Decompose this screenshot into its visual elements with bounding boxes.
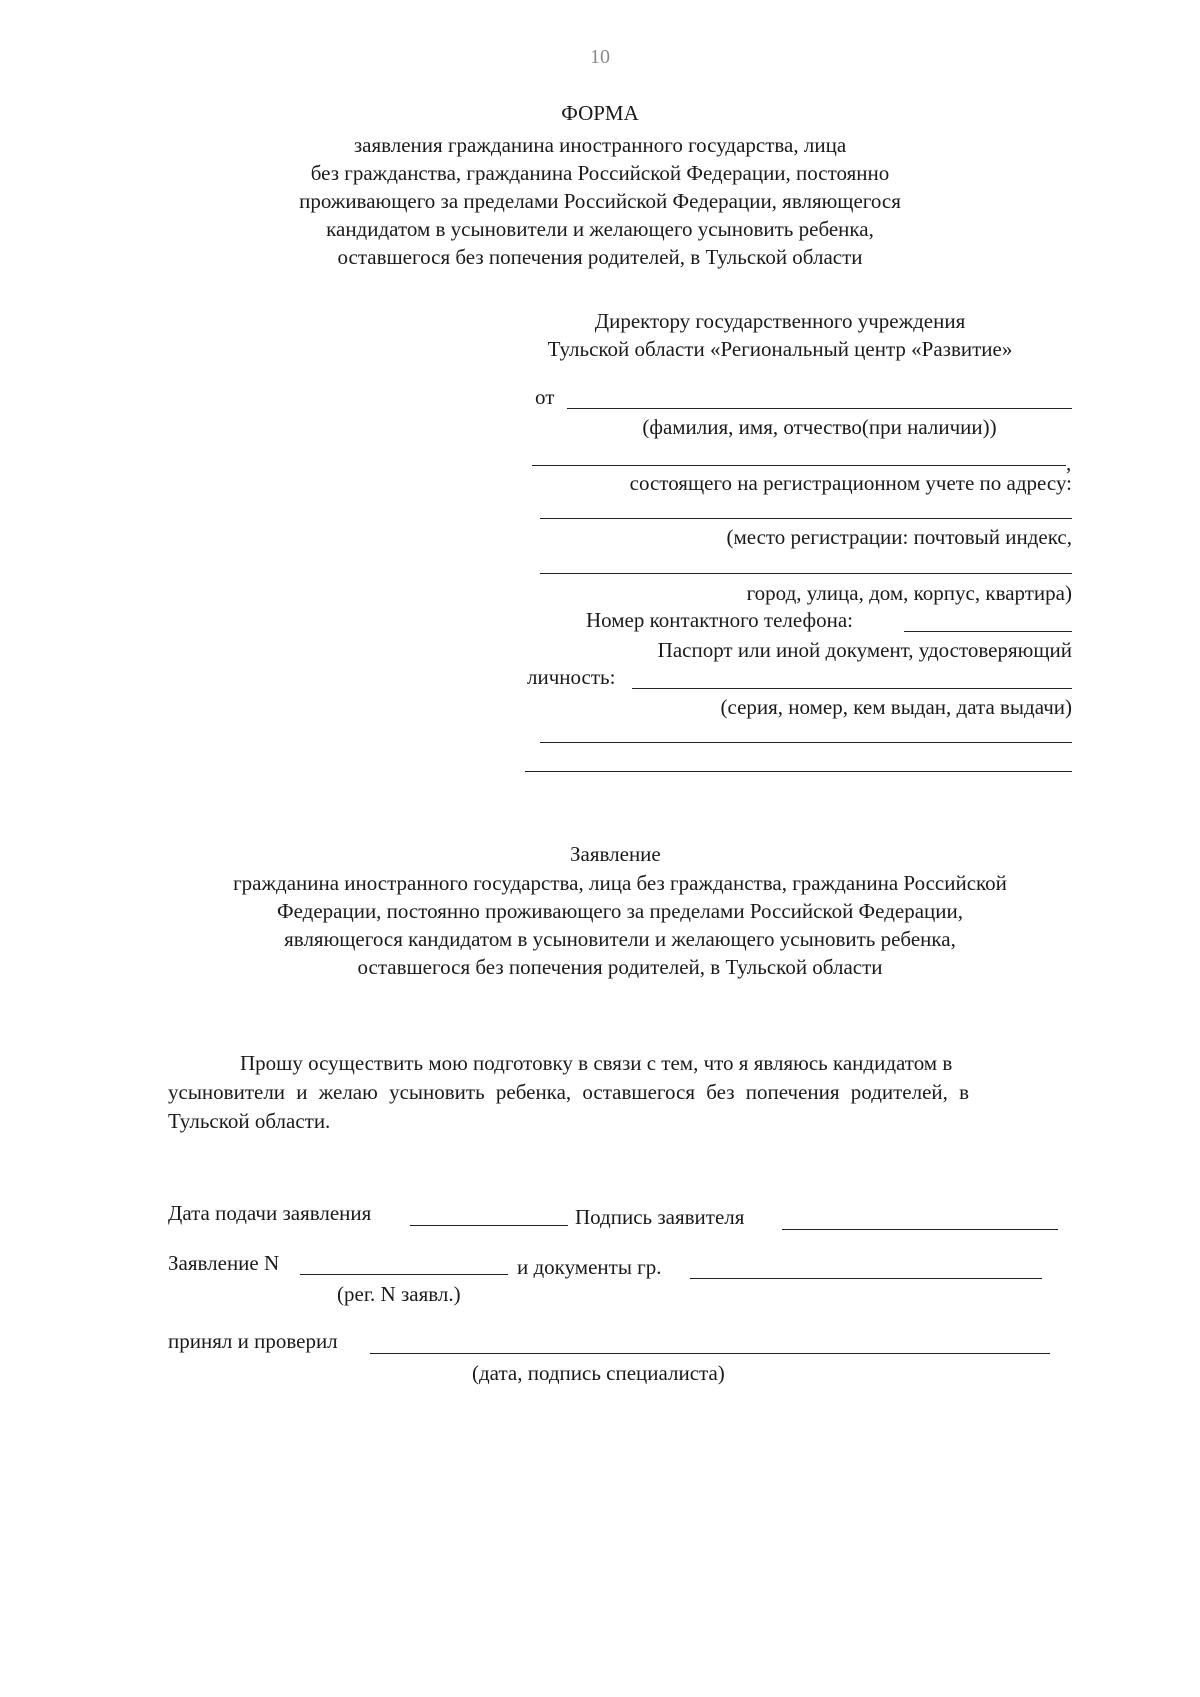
statement-heading-line: гражданина иностранного государства, лица без гражданства, гражданина Российской bbox=[233, 871, 1007, 895]
form-subtitle-line: без гражданства, гражданина Российской Федерации, постоянно bbox=[310, 161, 890, 185]
form-subtitle-line: оставшегося без попечения родителей, в Тульской области bbox=[337, 245, 863, 269]
form-subtitle-line: кандидатом в усыновители и желающего усыновить ребенка, bbox=[326, 217, 874, 241]
accepted-label: принял и проверил bbox=[168, 1329, 338, 1353]
passport-hint: (серия, номер, кем выдан, дата выдачи) bbox=[720, 695, 1072, 719]
specialist-signature-field[interactable] bbox=[370, 1353, 1050, 1354]
specialist-hint: (дата, подпись специалиста) bbox=[472, 1361, 725, 1385]
documents-label: и документы гр. bbox=[517, 1255, 662, 1279]
form-title: ФОРМА bbox=[561, 101, 639, 125]
applicant-name-continuation-field[interactable] bbox=[532, 465, 1066, 466]
passport-field-3[interactable] bbox=[525, 771, 1072, 772]
documents-citizen-field[interactable] bbox=[690, 1278, 1042, 1279]
page-number: 10 bbox=[590, 46, 610, 68]
registration-address-field[interactable] bbox=[540, 518, 1072, 519]
signature-field[interactable] bbox=[782, 1229, 1058, 1230]
statement-body-line: Тульской области. bbox=[168, 1109, 331, 1133]
from-label: от bbox=[535, 385, 555, 409]
form-subtitle-line: проживающего за пределами Российской Федерации, являющегося bbox=[299, 189, 901, 213]
statement-heading bbox=[150, 869, 1090, 981]
statement-heading-line: являющегося кандидатом в усыновители и желающего усыновить ребенка, bbox=[284, 927, 956, 951]
statement-body bbox=[168, 1049, 1072, 1136]
form-subtitle-line: заявления гражданина иностранного государства, лица bbox=[353, 133, 847, 157]
applicant-name-field[interactable] bbox=[567, 408, 1072, 409]
statement-heading-line: Федерации, постоянно проживающего за пределами Российской Федерации, bbox=[277, 899, 963, 923]
statement-heading-line: оставшегося без попечения родителей, в Тульской области bbox=[357, 955, 883, 979]
phone-field[interactable] bbox=[904, 631, 1072, 632]
addressee-line-2: Тульской области «Региональный центр «Развитие» bbox=[547, 337, 1013, 361]
statement-title: Заявление bbox=[570, 842, 661, 866]
addressee-line-1: Директору государственного учреждения bbox=[594, 309, 966, 333]
application-label: Заявление N bbox=[168, 1251, 280, 1275]
reg-hint: (рег. N заявл.) bbox=[337, 1282, 461, 1306]
phone-label: Номер контактного телефона: bbox=[586, 608, 853, 632]
form-subtitle bbox=[250, 131, 950, 271]
date-field[interactable] bbox=[410, 1225, 568, 1226]
passport-label-2: личность: bbox=[527, 665, 616, 689]
registration-label: состоящего на регистрационном учете по адресу: bbox=[629, 471, 1072, 495]
statement-body-line: усыновители и желаю усыновить ребенка, оставшегося без попечения родителей, в bbox=[168, 1080, 970, 1104]
application-number-field[interactable] bbox=[300, 1274, 508, 1275]
trailing-comma: , bbox=[1066, 451, 1072, 475]
passport-field-2[interactable] bbox=[540, 742, 1072, 743]
registration-hint-2: город, улица, дом, корпус, квартира) bbox=[746, 581, 1072, 605]
passport-field[interactable] bbox=[632, 688, 1072, 689]
registration-hint-1: (место регистрации: почтовый индекс, bbox=[726, 525, 1072, 549]
statement-body-line: Прошу осуществить мою подготовку в связи с тем, что я являюсь кандидатом в bbox=[240, 1051, 953, 1075]
date-label: Дата подачи заявления bbox=[168, 1201, 372, 1225]
signature-label: Подпись заявителя bbox=[575, 1205, 745, 1229]
name-hint: (фамилия, имя, отчество(при наличии)) bbox=[642, 415, 997, 439]
passport-label: Паспорт или иной документ, удостоверяющий bbox=[657, 638, 1072, 662]
registration-address-field-2[interactable] bbox=[540, 573, 1072, 574]
